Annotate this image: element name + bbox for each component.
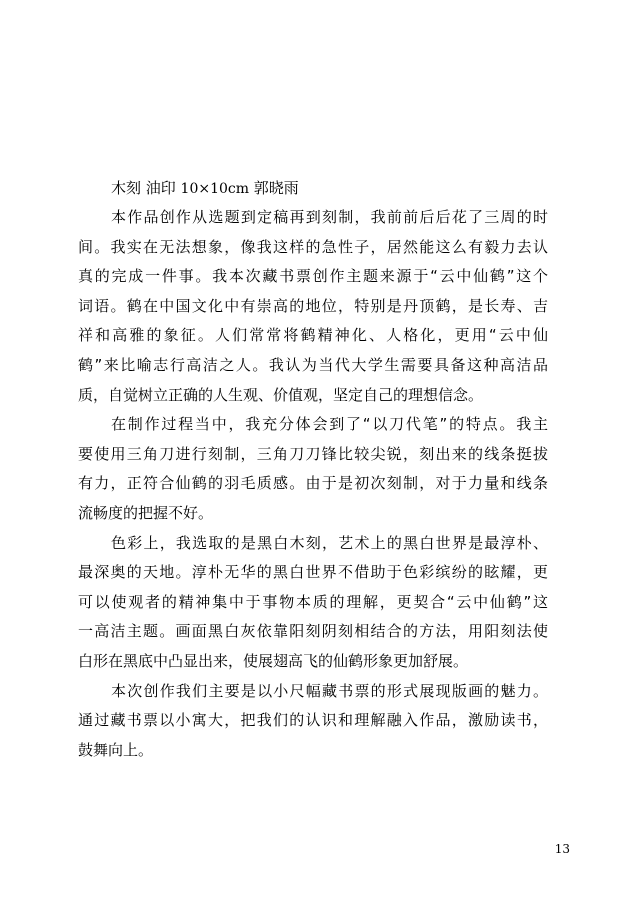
paragraph-line: 色彩上，我选取的是黑白木刻，艺术上的黑白世界是最淳朴、 [111,533,548,552]
paragraph-line: 可以使观者的精神集中于事物本质的理解，更契合“云中仙鹤”这 [78,592,548,611]
page-number: 13 [554,842,570,856]
document-body [78,174,548,765]
paragraph-line: 有力，正符合仙鹤的羽毛质感。由于是初次刻制，对于力量和线条 [78,474,548,493]
paragraph-process [78,410,548,528]
paragraph-line: 一高洁主题。画面黑白灰依靠阳刻阴刻相结合的方法，用阳刻法使 [78,622,548,641]
paragraph-line: 词语。鹤在中国文化中有崇高的地位，特别是丹顶鹤，是长寿、吉 [78,296,548,315]
paragraph-line: 质，自觉树立正确的人生观、价值观，坚定自己的理想信念。 [78,385,484,404]
paragraph-line: 鹤”来比喻志行高洁之人。我认为当代大学生需要具备这种高洁品 [78,355,548,374]
caption-prefix: 木刻 油印 [111,179,181,197]
paragraph-line: 要使用三角刀进行刻制，三角刀刀锋比较尖锐，刻出来的线条挺拔 [78,444,548,463]
paragraph-line: 流畅度的把握不好。 [78,503,214,522]
paragraph-line: 白形在黑底中凸显出来，使展翅高飞的仙鹤形象更加舒展。 [78,651,469,670]
paragraph-line: 在制作过程当中，我充分体会到了“以刀代笔”的特点。我主 [111,415,548,434]
artwork-caption [78,174,548,203]
paragraph-line: 间。我实在无法想象，像我这样的急性子，居然能这么有毅力去认 [78,237,548,256]
caption-dimensions: 10×10cm [180,181,250,197]
caption-author: 郭晓雨 [249,179,299,197]
paragraph-line: 本次创作我们主要是以小尺幅藏书票的形式展现版画的魅力。 [111,681,548,700]
paragraph-topic [78,203,548,410]
paragraph-color [78,529,548,677]
paragraph-conclusion [78,677,548,766]
paragraph-line: 真的完成一件事。我本次藏书票创作主题来源于“云中仙鹤”这个 [78,267,548,286]
paragraph-line: 鼓舞向上。 [78,740,154,759]
paragraph-line: 本作品创作从选题到定稿再到刻制，我前前后后花了三周的时 [111,208,548,226]
paragraph-line: 祥和高雅的象征。人们常常将鹤精神化、人格化，更用“云中仙 [78,326,548,345]
paragraph-line: 通过藏书票以小寓大，把我们的认识和理解融入作品，激励读书， [78,711,548,730]
paragraph-line: 最深奥的天地。淳朴无华的黑白世界不借助于色彩缤纷的眩耀，更 [78,563,548,582]
